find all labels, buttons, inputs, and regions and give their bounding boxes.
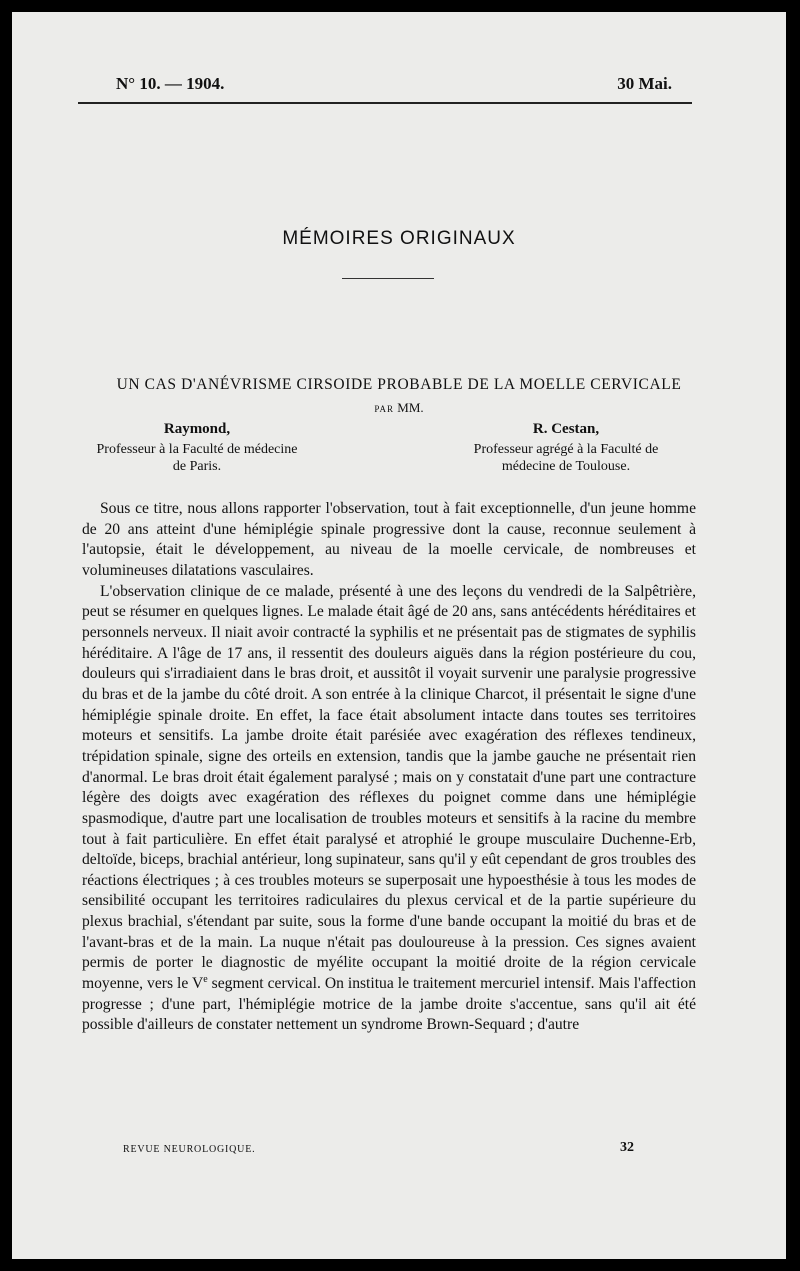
- ordinal-superscript: e: [203, 973, 208, 985]
- author-affiliation-line-1: Professeur agrégé à la Faculté de: [473, 442, 659, 457]
- page: [12, 12, 786, 1259]
- paragraph-1: Sous ce titre, nous allons rapporter l'observation, tout à fait exceptionnelle, d'un jeune homme de 20 ans atteint d'une hémiplégie spinale progressive dont la cause, reconnue seulement à l'autopsie, était le développement, au niveau de la moelle cervicale, de nombreuses et volumineuses dilatations vasculaires.: [82, 500, 696, 579]
- byline-intro: [12, 400, 786, 416]
- issue-number: N° 10. — 1904.: [116, 74, 225, 93]
- running-header: [12, 74, 786, 102]
- author-name: R. Cestan,: [532, 421, 600, 437]
- paragraph-2-text-b: segment cervical. On institua le traitement mercuriel intensif. Mais l'affection progresse ; d'une part, l'hémiplégie motrice de la jambe droite s'accentue, sans qu'il ait été possible d'ailleurs de constater nettement un syndrome Brown-Sequard ; d'autre: [82, 975, 696, 1034]
- header-rule: [78, 102, 692, 104]
- author-2: [416, 417, 716, 475]
- section-divider: [342, 278, 434, 279]
- issue-date: 30 Mai.: [617, 74, 672, 93]
- author-name: Raymond,: [163, 421, 231, 437]
- author-affiliation-line-2: de Paris.: [172, 459, 222, 474]
- author-1: [47, 417, 347, 475]
- journal-name: REVUE NEUROLOGIQUE.: [123, 1144, 256, 1155]
- paragraph-2: [82, 582, 696, 1036]
- section-title: MÉMOIRES ORIGINAUX: [282, 228, 516, 249]
- author-affiliation-line-2: médecine de Toulouse.: [501, 459, 631, 474]
- paragraph-2-text-a: L'observation clinique de ce malade, présenté à une des leçons du vendredi de la Salpêtrière, peut se résumer en quelques lignes. Le malade était âgé de 20 ans, sans antécédents héréditaires et personnels nerveux. Il niait avoir contracté la syphilis et ne présentait pas de stigmates de syphilis héréditaire. A l'âge de 17 ans, il ressentit des douleurs aiguës dans la région postérieure du cou, douleurs qui s'irradiaient dans le bras droit, et aussitôt il voyait survenir une paralysie progressive du bras et de la jambe du côté droit. A son entrée à la clinique Charcot, il présentait le signe d'une hémiplégie spinale droite. En effet, la face était absolument intacte dans toutes ses territoires moteurs et sensitifs. La jambe droite était parésiée avec exagération des réflexes tendineux, trépidation spinale, signe des orteils en extension, tandis que la jambe gauche ne présentait rien d'anormal. Le bras droit était également paralysé ; mais on y constatait d'une part une contracture légère des doigts avec exagération des réflexes du poignet comme dans une hémiplégie spasmodique, d'autre part une localisation de troubles moteurs et sensitifs à la racine du membre tout à fait particulière. En effet était paralysé et atrophié le groupe musculaire Duchenne-Erb, deltoïde, biceps, brachial antérieur, long supinateur, sans qu'il y eût cependant de gros troubles des réactions électriques ; à ces troubles moteurs se superposait une hypoesthésie à tous les modes de sensibilité occupant les territoires radiculaires du plexus cervical et de la partie supérieure du plexus brachial, s'étendant par suite, sous la forme d'une bande occupant la moitié du bras et de l'avant-bras et de la main. La nuque n'était pas douloureuse à la pression. Ces signes avaient permis de porter le diagnostic de myélite occupant la moitié droite de la région cervicale moyenne, vers le V: [82, 582, 696, 993]
- article-body: [82, 499, 696, 1036]
- byline-mm: MM.: [397, 400, 424, 415]
- article-title: UN CAS D'ANÉVRISME CIRSOIDE PROBABLE DE LA MOELLE CERVICALE: [116, 376, 682, 393]
- author-affiliation-line-1: Professeur à la Faculté de médecine: [96, 442, 298, 457]
- page-number: 32: [620, 1140, 634, 1155]
- byline-par: PAR: [374, 404, 395, 414]
